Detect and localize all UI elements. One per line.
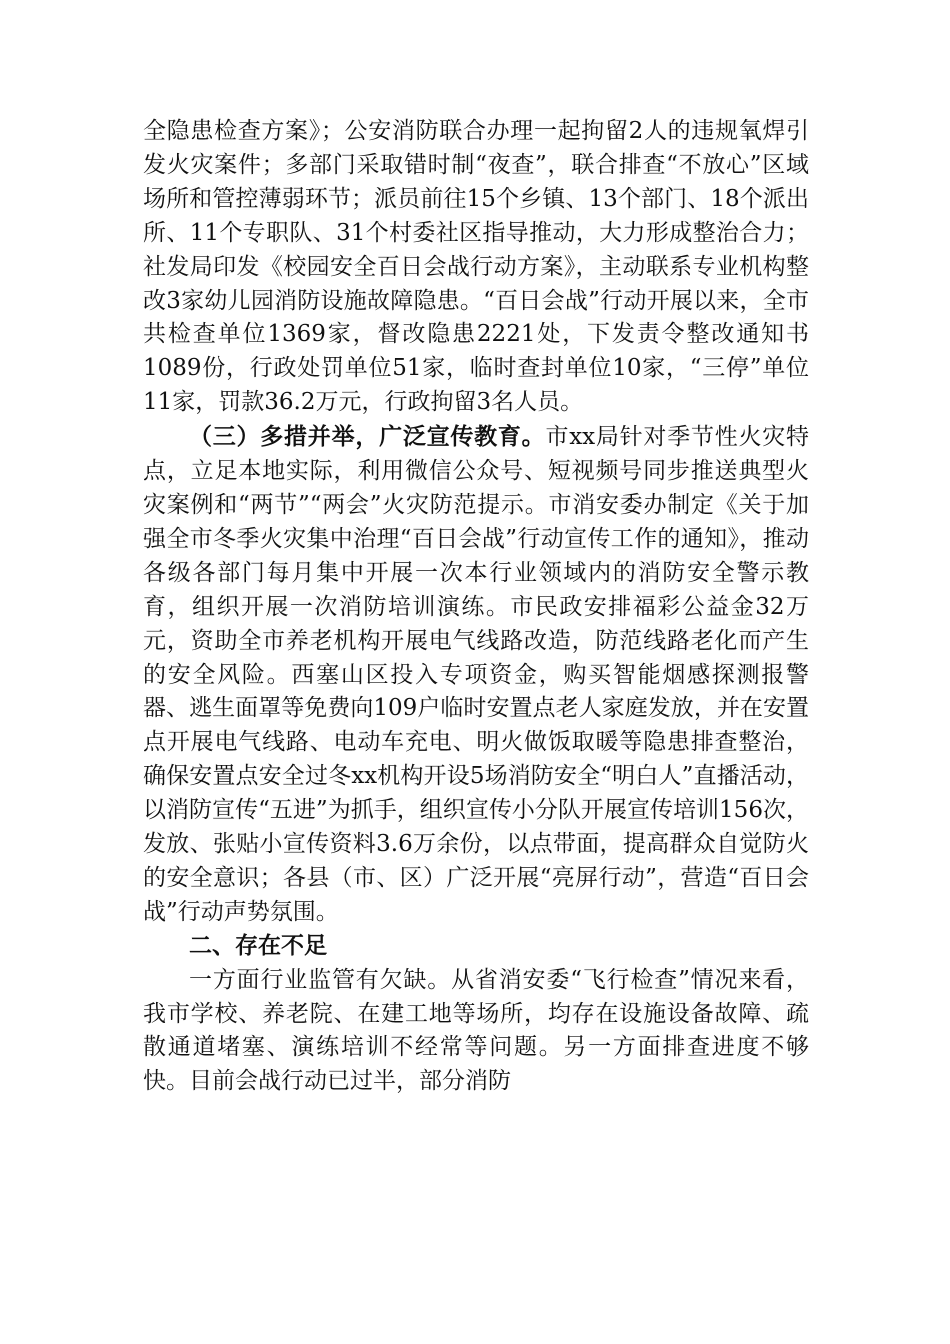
paragraph-continued: 全隐患检查方案》；公安消防联合办理一起拘留2人的违规氧焊引发火灾案件；多部门采取错时制“夜查”，联合排查“不放心”区域场所和管控薄弱环节；派员前往15个乡镇、13个部门、18个派出所、11个专职队、31个村委社区指导推动，大力形成整治合力；社发局印发《校园安全百日会战行动方案》，主动联系专业机构整改3家幼儿园消防设施故障隐患。“百日会战”行动开展以来，全市共检查单位1369家，督改隐患2221处，下发责令整改通知书1089份，行政处罚单位51家，临时查封单位10家，“三停”单位11家，罚款36.2万元，行政拘留3名人员。 [143, 118, 809, 416]
section-heading-shortfalls: 二、存在不足 [189, 932, 327, 959]
paragraph-shortfalls: 一方面行业监管有欠缺。从省消安委“飞行检查”情况来看，我市学校、养老院、在建工地等场所，均存在设施设备故障、疏散通道堵塞、演练培训不经常等问题。另一方面排查进度不够快。目前会战行动已过半，部分消防 [143, 966, 809, 1095]
paragraph-publicity-body: 市xx局针对季节性火灾特点，立足本地实际，利用微信公众号、短视频号同步推送典型火灾案例和“两节”“两会”火灾防范提示。市消安委办制定《关于加强全市冬季火灾集中治理“百日会战”行动宣传工作的通知》，推动各级各部门每月集中开展一次本行业领域内的消防安全警示教育，组织开展一次消防培训演练。市民政安排福彩公益金32万元，资助全市养老机构开展电气线路改造，防范线路老化而产生的安全风险。西塞山区投入专项资金，购买智能烟感探测报警器、逃生面罩等免费向109户临时安置点老人家庭发放，并在安置点开展电气线路、电动车充电、明火做饭取暖等隐患排查整治，确保安置点安全过冬xx机构开设5场消防安全“明白人”直播活动，以消防宣传“五进”为抓手，组织宣传小分队开展宣传培训156次，发放、张贴小宣传资料3.6万余份，以点带面，提高群众自觉防火的安全意识；各县（市、区）广泛开展“亮屏行动”，营造“百日会战”行动声势氛围。 [143, 424, 809, 925]
paragraph-publicity [143, 420, 809, 930]
document-body [143, 115, 809, 1099]
subheading-publicity: （三）多措并举，广泛宣传教育。 [189, 423, 546, 451]
